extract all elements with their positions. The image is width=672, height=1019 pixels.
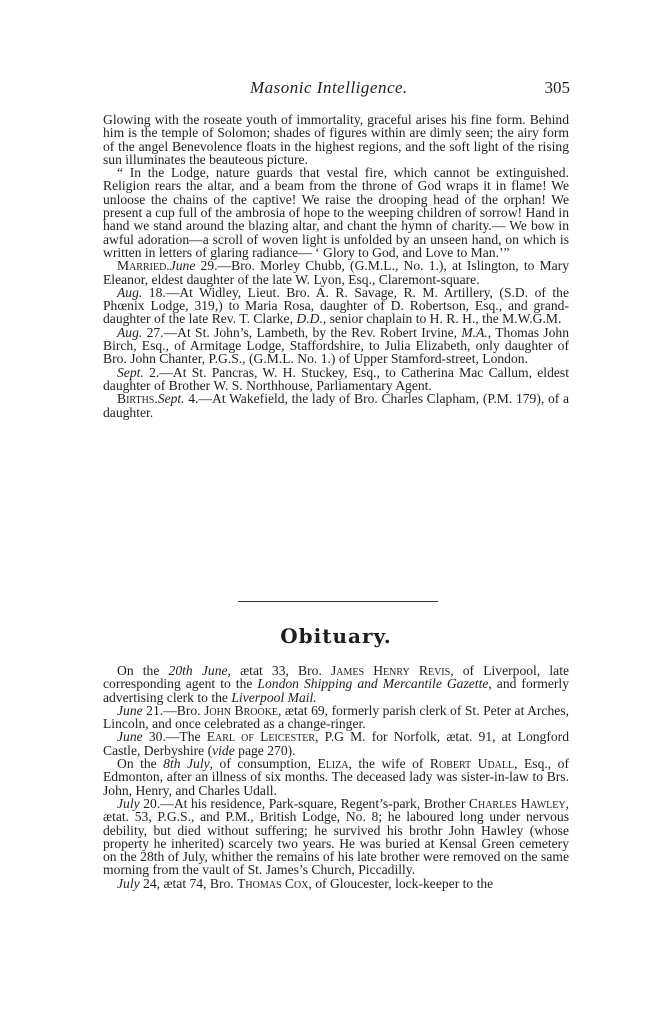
- date: July: [117, 875, 140, 891]
- running-header: [100, 78, 570, 102]
- person-name: Charles Hawley: [468, 795, 566, 811]
- date: July: [117, 795, 140, 811]
- text: , Esq., of Edmonton, after an illness of six months. The deceased lady was sister-in-law to Brs. John, Henry, and Charles Udall.: [103, 756, 569, 798]
- notice-births: [103, 392, 569, 419]
- text: , ætat. 53, P.G.S., and P.M., British Lodge, No. 8; he laboured long under nervous debility, but died without suffering; he survived his brothr John Hawley (whose property he inherited) scarcely two years. He was buried at Kensal Green cemetery on the 28th of July, whither the remains of his late brother were removed on the same morning from the vault of St. James’s Church, Piccadilly.: [103, 795, 569, 878]
- date: 8th July: [163, 756, 210, 772]
- date: June: [169, 258, 196, 274]
- notice-married-birch: [103, 326, 569, 366]
- body-section-obituary: [103, 664, 569, 890]
- text: 30.—The: [142, 729, 207, 745]
- person-name: Thomas Cox: [237, 875, 309, 891]
- births-label: Births.: [117, 391, 158, 407]
- text: , of Gloucester, lock-keeper to the: [308, 875, 494, 891]
- date: June: [117, 702, 143, 718]
- section-divider: [238, 601, 438, 602]
- text: , ætat 69, formerly parish clerk of St. Peter at Arches, Lincoln, and once celebrated as a change-ringer.: [103, 702, 569, 732]
- text: , of Liverpool, late corresponding agent to the: [103, 663, 570, 692]
- text: 20.—At his residence, Park-square, Regent’s-park, Brother: [139, 795, 469, 811]
- married-label: Married.: [117, 258, 170, 274]
- notice-married-stuckey: [103, 366, 569, 393]
- vide-note: vide: [212, 742, 235, 758]
- obituary-cox: [103, 877, 569, 890]
- running-title: Masonic Intelligence.: [250, 78, 408, 97]
- text: 24, ætat 74, Bro.: [139, 875, 238, 891]
- publication-name: London Shipping and Mercantile Gazette: [257, 676, 489, 692]
- notice-text: 18.—At Widley, Lieut. Bro. A. R. Savage, R. M. Artillery, (S.D. of the Phœnix Lodge, 319,) to Maria Rosa, daughter of D. Robertson, Esq., and grand-daughter of the late Rev. T. Clarke,: [103, 284, 569, 327]
- publication-name: Liverpool Mail.: [231, 689, 317, 705]
- date: Aug.: [117, 284, 143, 300]
- obituary-hawley: [103, 797, 569, 877]
- date: June: [117, 729, 143, 745]
- degree: D.D.: [296, 311, 323, 327]
- degree: M.A.: [461, 324, 488, 340]
- notice-text: 4.—At Wakefield, the lady of Bro. Charles Clapham, (P.M. 179), of a daughter.: [103, 391, 569, 420]
- text: On the: [117, 756, 164, 772]
- notice-text: 27.—At St. John’s, Lambeth, by the Rev. Robert Irvine,: [142, 324, 462, 340]
- obituary-leicester: [103, 730, 569, 757]
- notice-text: , senior chaplain to H. R. H., the M.W.G.M.: [322, 311, 562, 327]
- obituary-udall: [103, 757, 569, 797]
- person-name: Earl of Leicester: [206, 729, 316, 745]
- paragraph-lodge-quote: “ In the Lodge, nature guards that vestal fire, which cannot be extinguished. Religion rears the altar, and a beam from the throne of God wraps it in flame! We unloose the chains of the captive! We raise the drooping head of the orphan! We present a cup full of the ambrosia of hope to the weeping children of sorrow! Hand in hand we stand around the blazing altar, and chant the hymn of charity.— We bow in awful adoration—a scroll of woven light is unfolded by an unseen hand, on which is written in letters of glaring radiance— ‘ Glory to God, and Love to Man.’”: [103, 165, 569, 260]
- body-section-intelligence: [103, 113, 569, 419]
- text: , of consumption,: [209, 756, 318, 772]
- text: page 270).: [234, 742, 296, 758]
- notice-married-savage: [103, 286, 569, 326]
- text: , ætat 33, Bro.: [227, 663, 332, 678]
- person-name: Eliza: [317, 756, 349, 772]
- text: On the: [117, 663, 169, 678]
- paragraph-temple: Glowing with the roseate youth of immortality, graceful arises his fine form. Behind him is the temple of Solomon; shades of figures within are dimly seen; the airy form of the angel Benevolence floats in the highest regions, and the soft light of the rising sun illuminates the beauteous picture.: [103, 112, 569, 167]
- text: 21.—Bro.: [142, 702, 205, 718]
- text: , the wife of: [348, 756, 430, 772]
- notice-married-chubb: [103, 259, 569, 286]
- obituary-brooke: [103, 704, 569, 731]
- person-name: James Henry Revis: [331, 663, 451, 678]
- obituary-revis: [103, 664, 569, 704]
- notice-text: , Thomas John Birch, Esq., of Armitage Lodge, Staffordshire, to Julia Elizabeth, only daughter of Bro. John Chanter, P.G.S., (G.M.L. No. 1.) of Upper Stamford-street, London.: [103, 324, 569, 367]
- text: , P.G M. for Norfolk, ætat. 91, at Longford Castle, Derbyshire (: [103, 729, 569, 758]
- page-number: 305: [544, 78, 570, 97]
- date: Sept.: [117, 364, 144, 380]
- person-name: John Brooke: [204, 702, 279, 718]
- notice-text: 2.—At St. Pancras, W. H. Stuckey, Esq., to Catherina Mac Callum, eldest daughter of Brother W. S. Northhouse, Parliamentary Agent.: [103, 364, 569, 393]
- date: Aug.: [117, 324, 143, 340]
- date: 20th June: [168, 663, 228, 678]
- obituary-heading: Obituary.: [280, 624, 392, 648]
- person-name: Robert Udall: [429, 756, 515, 772]
- text: , and formerly advertising clerk to the: [103, 676, 569, 705]
- date: Sept.: [157, 391, 185, 407]
- notice-text: 29.—Bro. Morley Chubb, (G.M.L., No. 1.), at Islington, to Mary Eleanor, eldest daughter of the late W. Lyon, Esq., Claremont-square.: [103, 258, 569, 287]
